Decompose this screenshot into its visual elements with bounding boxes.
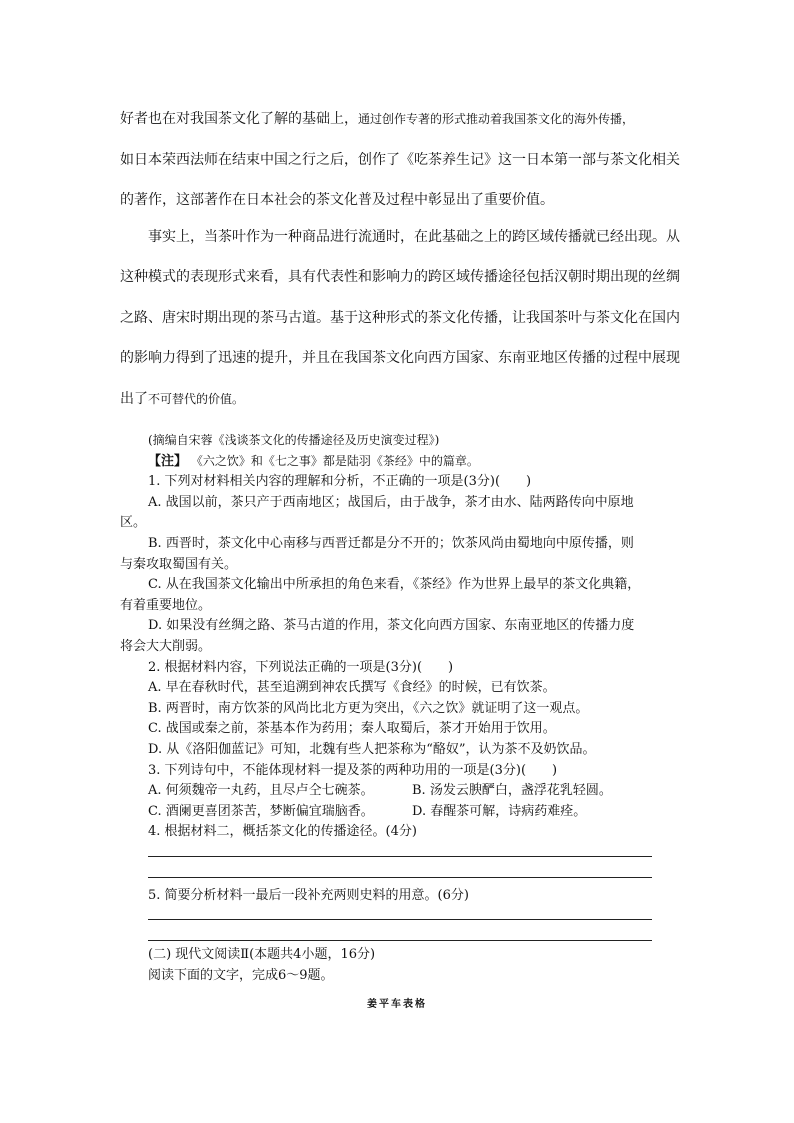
passage-line: 事实上，当茶叶作为一种商品进行流通时，在此基础之上的跨区域传播就已经出现。从: [148, 228, 680, 245]
passage-line: [120, 384, 680, 415]
question-1-option-c: C. 从在我国茶文化输出中所承担的角色来看，《茶经》作为世界上最早的茶文化典籍，: [148, 577, 641, 593]
question-1-option-a-cont: 区。: [120, 515, 147, 531]
passage-line: 如日本荣西法师在结束中国之行之后，创作了《吃茶养生记》这一日本第一部与茶文化相关: [120, 151, 680, 168]
question-1-stem: 1. 下列对材料相关内容的理解和分析，不正确的一项是(3分)( ): [148, 474, 532, 490]
passage-text: 通过创作专著的形式推动着我国茶文化的海外传播，: [358, 112, 635, 126]
question-2-option-a: A. 早在春秋时代，甚至追溯到神农氏撰写《食经》的时候，已有饮茶。: [148, 680, 556, 696]
question-5-stem: 5. 简要分析材料一最后一段补充两则史料的用意。(6分): [148, 887, 469, 903]
annotation-note: [120, 451, 660, 473]
reading-passage: [120, 104, 680, 424]
passage-line: 的著作，这部著作在日本社会的茶文化普及过程中彰显出了重要价值。: [120, 192, 554, 208]
source-citation: (摘编自宋蓉《浅谈茶文化的传播途径及历史演变过程》): [148, 433, 440, 447]
question-2-stem: 2. 根据材料内容，下列说法正确的一项是(3分)( ): [148, 659, 454, 675]
passage-line: 之路、唐宋时期出现的茶马古道。基于这种形式的茶文化传播，让我国茶叶与茶文化在国内: [120, 309, 680, 326]
question-3-option-d: D. 春醒茶可解，诗病药难痊。: [412, 803, 587, 819]
question-2-option-d: D. 从《洛阳伽蓝记》可知，北魏有些人把茶称为“酪奴”，认为茶不及奶饮品。: [148, 741, 596, 757]
question-1-option-d-cont: 将会大大削弱。: [120, 638, 212, 654]
question-3-option-c: C. 酒阑更喜团茶苦，梦断偏宜瑞脑香。: [148, 803, 374, 819]
question-1-option-b: B. 西晋时，茶文化中心南移与西晋迁都是分不开的；饮茶风尚由蜀地向中原传播，则: [148, 535, 634, 551]
question-3-stem: 3. 下列诗句中，不能体现材料一提及茶的两种功用的一项是(3分)( ): [148, 762, 558, 778]
note-mark: 【注】: [148, 453, 188, 469]
question-3-options-row-2: [120, 802, 660, 823]
passage-text: 好者也在对我国茶文化了解的基础上，: [120, 111, 358, 127]
passage-text: 出了: [120, 390, 148, 407]
question-1-option-b-cont: 与秦攻取蜀国有关。: [120, 556, 238, 572]
page-footer: 姜平车表格: [367, 999, 427, 1010]
question-4-stem: 4. 根据材料二，概括茶文化的传播途径。(4分): [148, 824, 417, 840]
section-2-instruction: 阅读下面的文字，完成6～9题。: [148, 968, 334, 984]
question-1-option-c-cont: 有着重要地位。: [120, 597, 212, 613]
passage-line: 这种模式的表现形式来看，具有代表性和影响力的跨区域传播途径包括汉朝时期出现的丝绸: [120, 269, 680, 285]
passage-line: 的影响力得到了迅速的提升，并且在我国茶文化向西方国家、东南亚地区传播的过程中展现: [120, 350, 680, 366]
note-text: 《六之饮》和《七之事》都是陆羽《茶经》中的篇章。: [187, 453, 479, 468]
section-2-title: (二) 现代文阅读Ⅱ(本题共4小题，16分): [148, 947, 376, 963]
question-2-option-b: B. 两晋时，南方饮茶的风尚比北方更为突出，《六之饮》就证明了这一观点。: [148, 700, 589, 716]
question-3-options-row-1: [120, 781, 660, 802]
question-2-option-c: C. 战国或秦之前，茶基本作为药用；秦人取蜀后，茶才开始用于饮用。: [148, 721, 556, 737]
passage-text: 不可替代的价值。: [148, 391, 245, 406]
question-3-option-b: B. 汤发云腴酽白，盏浮花乳轻圆。: [412, 783, 612, 799]
question-3-option-a: A. 何须魏帝一丸药，且尽卢仝七碗茶。: [148, 783, 374, 799]
question-1-option-a: A. 战国以前，茶只产于西南地区；战国后，由于战争，茶才由水、陆两路传向中原地: [148, 494, 634, 510]
questions-block: [120, 430, 660, 987]
question-1-option-d: D. 如果没有丝绸之路、茶马古道的作用，茶文化向西方国家、东南亚地区的传播力度: [148, 618, 635, 634]
passage-line: [120, 104, 680, 135]
